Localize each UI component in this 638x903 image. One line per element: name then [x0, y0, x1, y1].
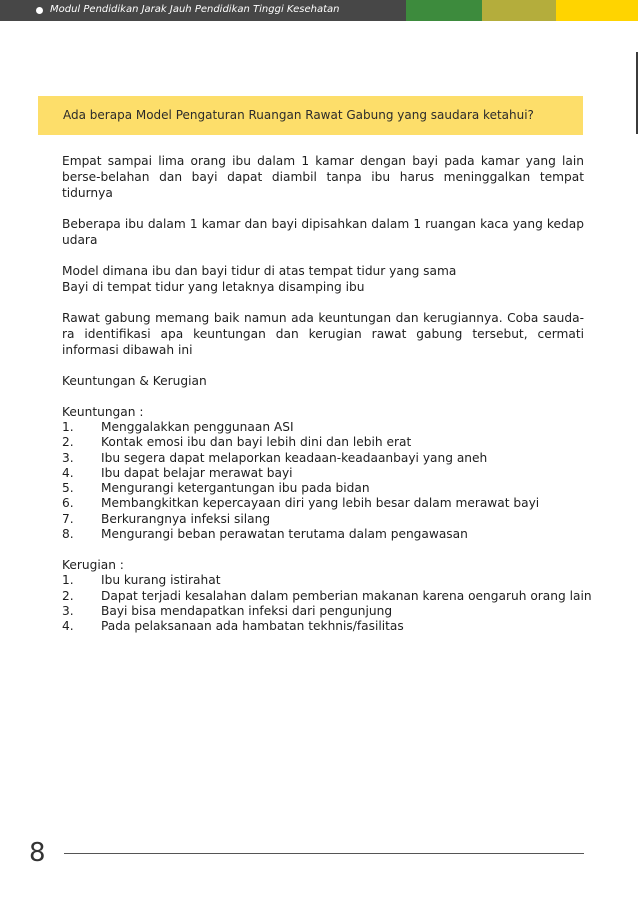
keuntungan-list — [62, 420, 584, 542]
footer-divider — [64, 853, 584, 854]
list-item: 2. Dapat terjadi kesalahan dalam pemberian makanan karena oengaruh orang lain — [62, 588, 592, 603]
kerugian-heading: Kerugian : — [62, 558, 124, 573]
list-item: 6. Membangkitkan kepercayaan diri yang lebih besar dalam merawat bayi — [62, 496, 540, 511]
header-olive-segment — [482, 0, 556, 21]
kerugian-list — [62, 573, 592, 634]
list-item: 4. Pada pelaksanaan ada hambatan tekhnis/fasilitas — [62, 619, 404, 634]
list-item: 3. Ibu segera dapat melaporkan keadaan-keadaanbayi yang aneh — [62, 450, 488, 465]
body-content — [62, 153, 592, 635]
header-green-segment — [406, 0, 482, 21]
list-item: 7. Berkurangnya infeksi silang — [62, 511, 271, 526]
list-item: 8. Mengurangi beban perawatan terutama dalam pengawasan — [62, 527, 468, 542]
bullet-dot-icon — [36, 7, 43, 14]
paragraph-model-1: Empat sampai lima orang ibu dalam 1 kamar dengan bayi pada kamar yang lain berse-belahan dan bayi dapat diambil tanpa ibu harus meninggalkan tempat tidurnya — [62, 154, 584, 200]
list-item: 3. Bayi bisa mendapatkan infeksi dari pengunjung — [62, 603, 393, 618]
list-item: 2. Kontak emosi ibu dan bayi lebih dini dan lebih erat — [62, 435, 412, 450]
paragraph-model-3: Model dimana ibu dan bayi tidur di atas tempat tidur yang sama — [62, 264, 457, 278]
page-number: 8 — [29, 838, 46, 868]
section-title: Keuntungan & Kerugian — [62, 374, 207, 388]
question-box — [38, 96, 583, 135]
question-text: Ada berapa Model Pengaturan Ruangan Rawat Gabung yang saudara ketahui? — [63, 108, 534, 122]
keuntungan-heading: Keuntungan : — [62, 405, 144, 419]
list-item: 4. Ibu dapat belajar merawat bayi — [62, 465, 293, 480]
header-bar — [0, 0, 638, 21]
paragraph-model-4: Bayi di tempat tidur yang letaknya disamping ibu — [62, 280, 365, 294]
list-item: 5. Mengurangi ketergantungan ibu pada bidan — [62, 481, 370, 496]
list-item: 1. Ibu kurang istirahat — [62, 573, 221, 588]
list-item: 1. Menggalakkan penggunaan ASI — [62, 420, 294, 434]
paragraph-model-2: Beberapa ibu dalam 1 kamar dan bayi dipisahkan dalam 1 ruangan kaca yang kedap udara — [62, 217, 584, 247]
header-yellow-segment — [556, 0, 638, 21]
module-title: Modul Pendidikan Jarak Jauh Pendidikan Tinggi Kesehatan — [50, 4, 340, 15]
paragraph-instruction: Rawat gabung memang baik namun ada keuntungan dan kerugiannya. Coba sauda-ra identifikasi apa keuntungan dan kerugian rawat gabung tersebut, cermati informasi dibawah ini — [62, 311, 584, 357]
